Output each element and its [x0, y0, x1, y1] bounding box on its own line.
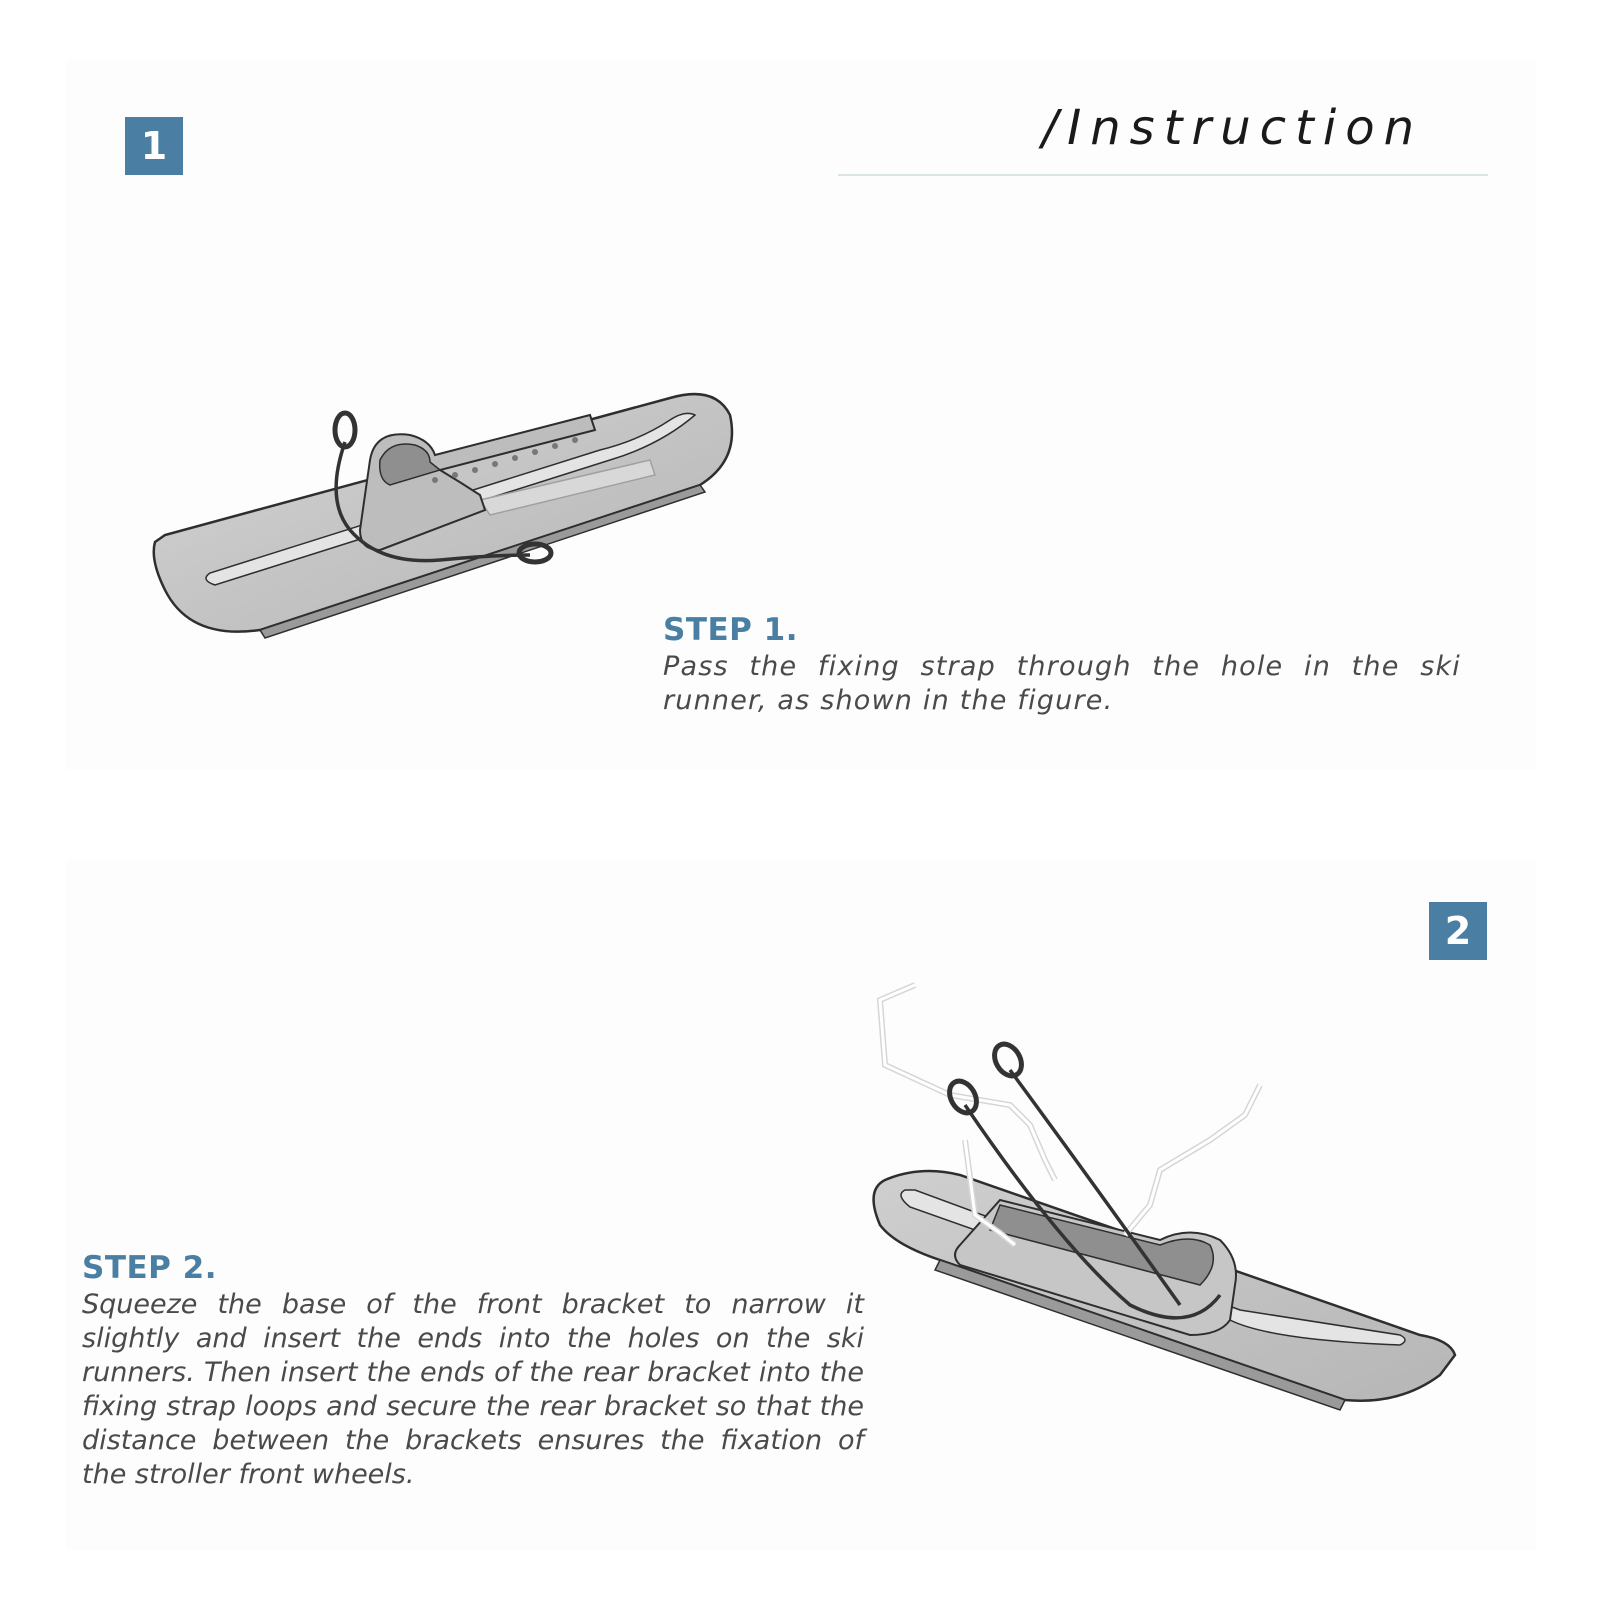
step-badge-2: 2 [1429, 902, 1487, 960]
ski-runner-bracket-illustration [860, 975, 1460, 1425]
step-badge-1: 1 [125, 117, 183, 175]
step-2-heading: STEP 2. [82, 1250, 218, 1286]
step-1-heading: STEP 1. [663, 612, 799, 648]
title-divider [838, 174, 1488, 176]
step-2-body: Squeeze the base of the front bracket to narrow it slightly and insert the ends into the holes on the ski runners. Then insert the ends of the rear bracket into the fixing strap loops and secure the rear bracket so that the distance between the brackets ensures the fixation of the stroller front wheels. [82, 1289, 864, 1490]
step-1-body: Pass the fixing strap through the hole in the ski runner, as shown in the figure. [663, 651, 1461, 716]
page-title: /Instruction [1041, 100, 1423, 156]
